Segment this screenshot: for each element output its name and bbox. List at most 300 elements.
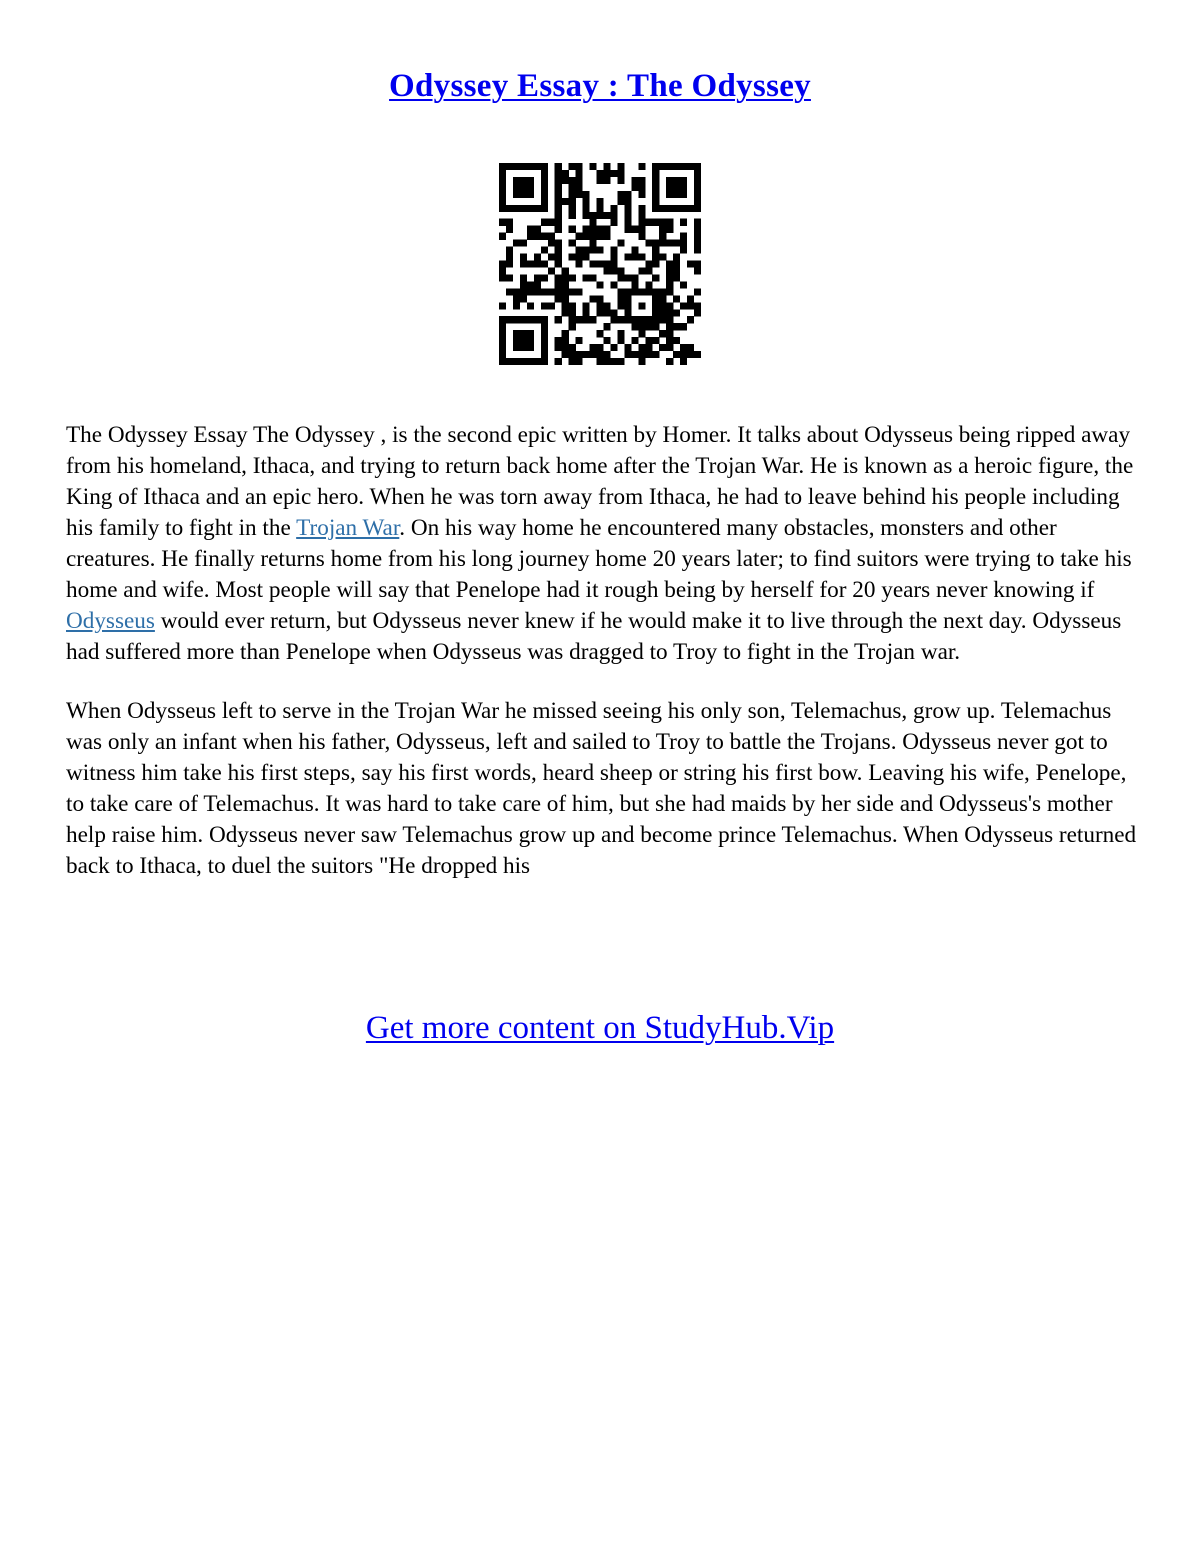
qr-module (513, 205, 520, 212)
qr-module (527, 177, 534, 184)
qr-module (694, 302, 701, 309)
qr-module (562, 309, 569, 316)
qr-module (617, 316, 624, 323)
qr-module (527, 302, 534, 309)
qr-module (527, 233, 534, 240)
qr-module (562, 302, 569, 309)
qr-module (624, 295, 631, 302)
qr-module (520, 205, 527, 212)
qr-module (520, 288, 527, 295)
qr-module (652, 261, 659, 268)
qr-module (687, 295, 694, 302)
qr-module (597, 177, 604, 184)
qr-module (659, 316, 666, 323)
qr-module (499, 302, 506, 309)
qr-module (548, 267, 555, 274)
qr-module (673, 351, 680, 358)
qr-module (673, 191, 680, 198)
qr-module (694, 261, 701, 268)
qr-module (680, 351, 687, 358)
qr-module (666, 163, 673, 170)
qr-module (583, 254, 590, 261)
qr-module (610, 309, 617, 316)
qr-module (506, 261, 513, 268)
qr-module (527, 330, 534, 337)
qr-module (499, 233, 506, 240)
qr-module (666, 302, 673, 309)
qr-module (597, 302, 604, 309)
qr-module (617, 198, 624, 205)
qr-module (576, 358, 583, 365)
title-link[interactable]: Odyssey Essay : The Odyssey (389, 68, 811, 104)
qr-module (659, 330, 666, 337)
qr-module (673, 184, 680, 191)
qr-module (603, 302, 610, 309)
qr-module (583, 198, 590, 205)
qr-module (624, 191, 631, 198)
qr-module (555, 198, 562, 205)
qr-module (617, 337, 624, 344)
qr-module (694, 309, 701, 316)
qr-module (610, 267, 617, 274)
qr-module (499, 344, 506, 351)
qr-module (666, 288, 673, 295)
qr-module (541, 302, 548, 309)
qr-module (590, 351, 597, 358)
qr-module (520, 295, 527, 302)
qr-module (527, 337, 534, 344)
odysseus-link[interactable]: Odysseus (66, 608, 155, 634)
qr-module (576, 351, 583, 358)
qr-module (541, 261, 548, 268)
qr-module (603, 226, 610, 233)
qr-module (562, 198, 569, 205)
qr-module (624, 219, 631, 226)
qr-module (638, 316, 645, 323)
qr-module (638, 226, 645, 233)
qr-module (555, 295, 562, 302)
qr-module (645, 261, 652, 268)
qr-module (687, 205, 694, 212)
qr-module (673, 267, 680, 274)
qr-module (555, 254, 562, 261)
qr-module (603, 163, 610, 170)
qr-module (645, 288, 652, 295)
qr-module (506, 247, 513, 254)
qr-module (520, 177, 527, 184)
qr-module (666, 267, 673, 274)
qr-module (603, 323, 610, 330)
qr-module (569, 226, 576, 233)
qr-module (569, 198, 576, 205)
qr-module (652, 240, 659, 247)
qr-module (638, 302, 645, 309)
qr-module (673, 177, 680, 184)
qr-module (527, 226, 534, 233)
qr-module (680, 205, 687, 212)
qr-module (541, 330, 548, 337)
qr-module (562, 281, 569, 288)
qr-module (603, 212, 610, 219)
qr-module (541, 191, 548, 198)
qr-module (576, 337, 583, 344)
qr-module (562, 351, 569, 358)
qr-module (555, 247, 562, 254)
qr-module (569, 302, 576, 309)
qr-module (652, 288, 659, 295)
qr-module (652, 205, 659, 212)
qr-module (603, 358, 610, 365)
qr-module (562, 344, 569, 351)
qr-module (659, 309, 666, 316)
qr-module (652, 191, 659, 198)
qr-module (541, 351, 548, 358)
qr-module (506, 274, 513, 281)
paragraph-1-text-c: would ever return, but Odysseus never knew if he would make it to live through the next day. Odysseus had suffered more than Penelope when Odysseus was dragged to Troy to fight in the Trojan war. (66, 608, 1122, 665)
qr-module (666, 344, 673, 351)
qr-module (569, 288, 576, 295)
qr-module (513, 177, 520, 184)
qr-module (583, 247, 590, 254)
qr-module (624, 226, 631, 233)
qr-module (569, 177, 576, 184)
qr-module (680, 219, 687, 226)
qr-module (666, 281, 673, 288)
qr-module (506, 288, 513, 295)
qr-module (652, 177, 659, 184)
qr-module (548, 288, 555, 295)
qr-module (617, 191, 624, 198)
qr-module (659, 302, 666, 309)
qr-module (555, 170, 562, 177)
qr-module (534, 281, 541, 288)
qr-module (541, 205, 548, 212)
qr-module (652, 254, 659, 261)
qr-module (645, 337, 652, 344)
qr-module (659, 295, 666, 302)
qr-module (583, 233, 590, 240)
qr-module (562, 288, 569, 295)
qr-module (569, 254, 576, 261)
qr-module (610, 212, 617, 219)
qr-module (527, 205, 534, 212)
qr-module (506, 316, 513, 323)
qr-module (624, 274, 631, 281)
qr-module (499, 205, 506, 212)
qr-module (638, 184, 645, 191)
qr-module (541, 184, 548, 191)
qr-module (569, 240, 576, 247)
qr-module (694, 184, 701, 191)
qr-module (610, 261, 617, 268)
qr-module (694, 191, 701, 198)
qr-module (576, 254, 583, 261)
qr-module (541, 316, 548, 323)
qr-module (617, 163, 624, 170)
qr-module (569, 163, 576, 170)
qr-module (590, 274, 597, 281)
qr-module (610, 254, 617, 261)
qr-module (680, 281, 687, 288)
qr-module (520, 191, 527, 198)
qr-module (513, 330, 520, 337)
qr-module (569, 358, 576, 365)
qr-module (569, 274, 576, 281)
qr-module (534, 233, 541, 240)
qr-module (617, 177, 624, 184)
qr-module (583, 302, 590, 309)
qr-module (617, 295, 624, 302)
qr-module (645, 240, 652, 247)
qr-module (666, 191, 673, 198)
qr-module (499, 191, 506, 198)
qr-module (680, 240, 687, 247)
qr-module (652, 351, 659, 358)
qr-module (541, 219, 548, 226)
qr-module (569, 323, 576, 330)
qr-module (555, 337, 562, 344)
qr-module (687, 261, 694, 268)
qr-module (541, 170, 548, 177)
qr-module (506, 163, 513, 170)
qr-module (520, 240, 527, 247)
qr-module (583, 226, 590, 233)
qr-module (597, 358, 604, 365)
qr-module (520, 337, 527, 344)
qr-module (583, 274, 590, 281)
qr-module (694, 205, 701, 212)
qr-module (590, 233, 597, 240)
qr-module (597, 344, 604, 351)
qr-module (576, 170, 583, 177)
studyhub-link[interactable]: Get more content on StudyHub.Vip (365, 1010, 835, 1046)
qr-module (659, 344, 666, 351)
qr-module (555, 358, 562, 365)
qr-module (576, 261, 583, 268)
qr-module (597, 247, 604, 254)
qr-module (513, 358, 520, 365)
qr-module (673, 274, 680, 281)
qr-module (576, 233, 583, 240)
qr-module (513, 191, 520, 198)
qr-module (548, 240, 555, 247)
qr-code-graphic (499, 163, 701, 365)
qr-module (520, 254, 527, 261)
qr-module (499, 170, 506, 177)
qr-module (541, 323, 548, 330)
qr-module (652, 219, 659, 226)
qr-module (603, 177, 610, 184)
qr-module (617, 330, 624, 337)
qr-module (666, 309, 673, 316)
qr-module (520, 316, 527, 323)
qr-module (645, 316, 652, 323)
qr-module (597, 330, 604, 337)
qr-module (694, 170, 701, 177)
qr-module (694, 247, 701, 254)
qr-module (520, 281, 527, 288)
qr-module (555, 177, 562, 184)
qr-module (562, 295, 569, 302)
qr-module (673, 163, 680, 170)
qr-module (631, 254, 638, 261)
qr-module (603, 170, 610, 177)
qr-module (513, 163, 520, 170)
qr-module (513, 288, 520, 295)
qr-module (548, 302, 555, 309)
qr-module (659, 163, 666, 170)
qr-module (576, 177, 583, 184)
qr-module (603, 267, 610, 274)
paragraph-1 (66, 420, 1146, 668)
qr-module (590, 261, 597, 268)
qr-module (673, 337, 680, 344)
qr-module (631, 316, 638, 323)
qr-module (562, 177, 569, 184)
qr-module (583, 309, 590, 316)
qr-module (555, 212, 562, 219)
qr-module (597, 198, 604, 205)
qr-module (624, 309, 631, 316)
qr-module (569, 351, 576, 358)
qr-module (680, 344, 687, 351)
qr-module (617, 170, 624, 177)
qr-module (694, 226, 701, 233)
qr-module (534, 358, 541, 365)
qr-module (645, 344, 652, 351)
qr-module (597, 212, 604, 219)
qr-module (541, 163, 548, 170)
qr-module (624, 254, 631, 261)
qr-module (666, 330, 673, 337)
qr-module (680, 163, 687, 170)
qr-module (680, 177, 687, 184)
qr-module (499, 316, 506, 323)
qr-module (597, 170, 604, 177)
qr-module (569, 184, 576, 191)
qr-module (603, 233, 610, 240)
qr-module (687, 351, 694, 358)
qr-module (652, 323, 659, 330)
qr-module (603, 309, 610, 316)
qr-module (590, 212, 597, 219)
qr-module (652, 184, 659, 191)
qr-module (603, 351, 610, 358)
qr-module (631, 247, 638, 254)
essay-body (66, 420, 1146, 910)
qr-module (638, 191, 645, 198)
qr-module (666, 323, 673, 330)
qr-module (666, 261, 673, 268)
qr-module (513, 295, 520, 302)
qr-module (638, 163, 645, 170)
qr-module (499, 163, 506, 170)
qr-module (624, 302, 631, 309)
qr-module (513, 240, 520, 247)
qr-module (562, 330, 569, 337)
qr-module (590, 219, 597, 226)
qr-module (513, 184, 520, 191)
qr-module (590, 240, 597, 247)
qr-module (583, 316, 590, 323)
qr-module (624, 205, 631, 212)
qr-module (541, 177, 548, 184)
qr-module (638, 288, 645, 295)
qr-module (638, 254, 645, 261)
qr-module (624, 351, 631, 358)
qr-module (555, 261, 562, 268)
qr-module (638, 177, 645, 184)
qr-module (645, 351, 652, 358)
qr-module (638, 330, 645, 337)
qr-module (673, 205, 680, 212)
qr-module (631, 288, 638, 295)
qr-module (569, 309, 576, 316)
qr-module (645, 323, 652, 330)
qr-module (562, 274, 569, 281)
qr-module (590, 226, 597, 233)
qr-module (597, 295, 604, 302)
qr-module (569, 212, 576, 219)
qr-module (666, 274, 673, 281)
qr-module (590, 295, 597, 302)
qr-module (680, 247, 687, 254)
qr-module (534, 274, 541, 281)
qr-module (576, 288, 583, 295)
qr-module (541, 288, 548, 295)
qr-module (666, 177, 673, 184)
qr-module (652, 302, 659, 309)
qr-module (534, 316, 541, 323)
qr-module (638, 358, 645, 365)
qr-module (548, 254, 555, 261)
qr-module (638, 212, 645, 219)
qr-module (652, 247, 659, 254)
qr-module (555, 316, 562, 323)
qr-module (638, 267, 645, 274)
qr-module (499, 198, 506, 205)
qr-module (520, 330, 527, 337)
trojan-war-link[interactable]: Trojan War (296, 515, 400, 541)
document-title (0, 64, 1200, 108)
qr-module (513, 337, 520, 344)
qr-module (527, 344, 534, 351)
qr-module (520, 358, 527, 365)
qr-module (666, 205, 673, 212)
qr-module (583, 351, 590, 358)
qr-module (499, 261, 506, 268)
qr-module (534, 205, 541, 212)
qr-module (527, 261, 534, 268)
qr-module (638, 351, 645, 358)
qr-module (659, 219, 666, 226)
qr-module (673, 254, 680, 261)
qr-module (617, 358, 624, 365)
qr-module (617, 288, 624, 295)
qr-module (617, 274, 624, 281)
qr-module (666, 316, 673, 323)
qr-module (687, 344, 694, 351)
qr-module (652, 337, 659, 344)
qr-module (631, 323, 638, 330)
qr-module (583, 205, 590, 212)
qr-module (680, 358, 687, 365)
qr-module (680, 191, 687, 198)
qr-module (555, 219, 562, 226)
qr-module (610, 219, 617, 226)
cta-container (0, 1006, 1200, 1050)
qr-module (597, 351, 604, 358)
